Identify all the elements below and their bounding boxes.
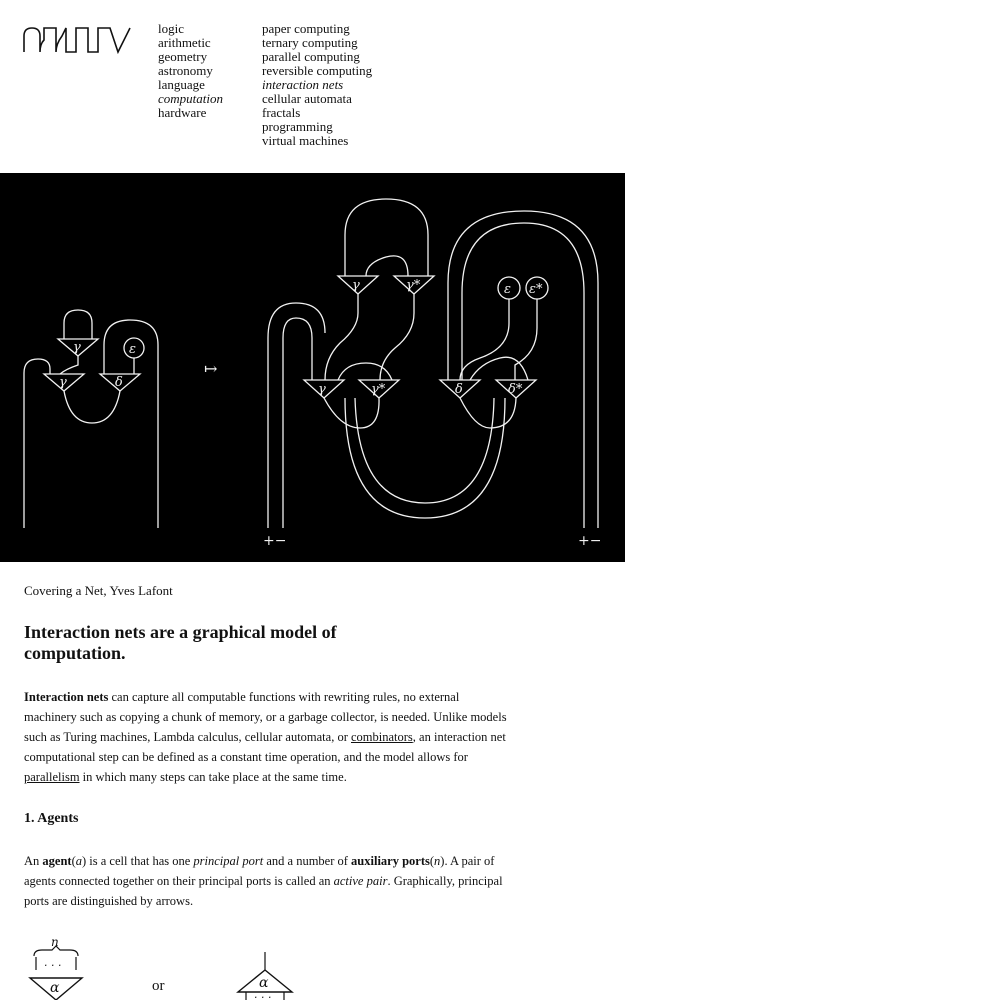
intro-paragraph <box>24 687 514 787</box>
right-gamma-label: γ <box>318 382 326 397</box>
right-net-wire <box>515 299 537 380</box>
nav-item-language[interactable]: language <box>158 77 205 92</box>
fig-alpha-label: α <box>259 975 269 991</box>
agent-figure-down <box>22 930 90 1000</box>
plus-minus-left: +− <box>263 533 287 549</box>
nav-item-hardware[interactable]: hardware <box>158 105 207 120</box>
var-n: n <box>434 854 441 868</box>
right-net-wire <box>338 363 392 380</box>
right-gamma-star-label: γ* <box>371 382 386 397</box>
maps-to-arrow: ↦ <box>204 359 218 378</box>
section-heading-agents: 1. Agents <box>24 811 79 826</box>
right-net-wire <box>470 357 528 380</box>
right-epsilon-star-label: ε* <box>529 282 543 297</box>
nav-item-interaction-nets[interactable]: interaction nets <box>262 77 344 92</box>
agents-text: ) is a cell that has one <box>82 854 194 868</box>
nav-item-paper-computing[interactable]: paper computing <box>262 21 350 36</box>
var-a: a <box>75 854 82 868</box>
left-net-wire <box>64 310 92 339</box>
fig-dots: · · · <box>254 991 272 1000</box>
right-net-wire <box>345 398 505 518</box>
nav-item-virtual-machines[interactable]: virtual machines <box>262 133 349 148</box>
left-net-wire <box>60 356 78 374</box>
interaction-net-diagram <box>0 173 625 562</box>
right-net-wire <box>460 299 509 380</box>
fig-n-label: n <box>51 935 59 949</box>
nav-item-fractals[interactable]: fractals <box>262 105 301 120</box>
nav-item-logic[interactable]: logic <box>158 21 184 36</box>
intro-lead: Interaction nets <box>24 690 109 704</box>
right-net-wire <box>460 398 516 428</box>
left-epsilon-label: ε <box>129 342 136 357</box>
left-net-wire <box>24 359 50 528</box>
agents-paragraph <box>24 851 514 911</box>
right-net-wire <box>355 398 494 503</box>
term-principal-port: principal port <box>193 854 264 868</box>
nav-item-astronomy[interactable]: astronomy <box>158 63 213 78</box>
nav-item-arithmetic[interactable]: arithmetic <box>158 35 211 50</box>
nav-primary <box>158 22 223 120</box>
left-gamma-low-label: γ <box>59 375 67 390</box>
combinators-link[interactable]: combinators <box>351 730 413 744</box>
right-net-wire <box>325 294 358 380</box>
agents-text: . Graphically, principal ports are distinguished by arrows. <box>24 874 503 908</box>
nav-item-cellular-automata[interactable]: cellular automata <box>262 91 352 106</box>
left-gamma-top-label: γ <box>73 340 81 355</box>
right-net-wire <box>324 398 379 428</box>
right-net-wire <box>283 318 312 528</box>
left-delta-label: δ <box>115 375 123 390</box>
right-epsilon-label: ε <box>504 282 511 297</box>
right-gamma-star-top-label: γ* <box>406 278 421 293</box>
agents-text: ( <box>429 854 435 868</box>
agent-figure-up <box>234 930 296 1000</box>
right-net-wire <box>380 294 414 380</box>
intro-text: , an interaction net computational step can be defined as a constant time operation, and the model allows for <box>24 730 506 764</box>
nav-secondary <box>262 22 372 148</box>
intro-text: in which many steps can take place at the same time. <box>79 770 347 784</box>
agents-text: An <box>24 854 43 868</box>
parallelism-link[interactable]: parallelism <box>24 770 80 784</box>
right-net-wire <box>345 199 428 276</box>
hero-figure <box>0 173 625 562</box>
site-logo[interactable] <box>22 24 132 56</box>
plus-minus-right: +− <box>578 533 602 549</box>
term-active-pair: active pair <box>333 874 388 888</box>
page-title: Interaction nets are a graphical model of computation. <box>24 622 337 663</box>
nav-item-ternary-computing[interactable]: ternary computing <box>262 35 358 50</box>
nav-item-reversible-computing[interactable]: reversible computing <box>262 63 373 78</box>
nav-item-programming[interactable]: programming <box>262 119 333 134</box>
nav-item-geometry[interactable]: geometry <box>158 49 208 64</box>
right-gamma-top-label: γ <box>352 278 360 293</box>
figure-caption: Covering a Net, Yves Lafont <box>24 583 173 598</box>
agents-text: and a number of <box>263 854 352 868</box>
agents-text: ( <box>71 854 76 868</box>
right-net-wire <box>268 303 325 528</box>
figure-or: or <box>152 978 165 994</box>
term-agent: agent <box>42 854 72 868</box>
intro-text: can capture all computable functions with rewriting rules, no external machinery such as copying a chunk of memory, or a garbage collector, is needed. Unlike models such as Turing machines, Lambda calculus, cellular automata, or <box>24 690 507 744</box>
agents-text: ). A pair of agents connected together on their principal ports is called an <box>24 854 495 888</box>
right-net-wire <box>462 223 584 528</box>
nav-item-computation[interactable]: computation <box>158 91 223 106</box>
nav-item-parallel-computing[interactable]: parallel computing <box>262 49 360 64</box>
term-auxiliary-ports: auxiliary ports <box>351 854 430 868</box>
right-net-wire <box>448 211 598 528</box>
right-delta-star-label: δ* <box>508 382 523 397</box>
left-net-wire <box>64 391 120 423</box>
fig-alpha-label: α <box>50 980 60 996</box>
right-delta-label: δ <box>455 382 463 397</box>
fig-dots: · · · <box>44 959 62 972</box>
right-net-wire <box>366 256 408 276</box>
